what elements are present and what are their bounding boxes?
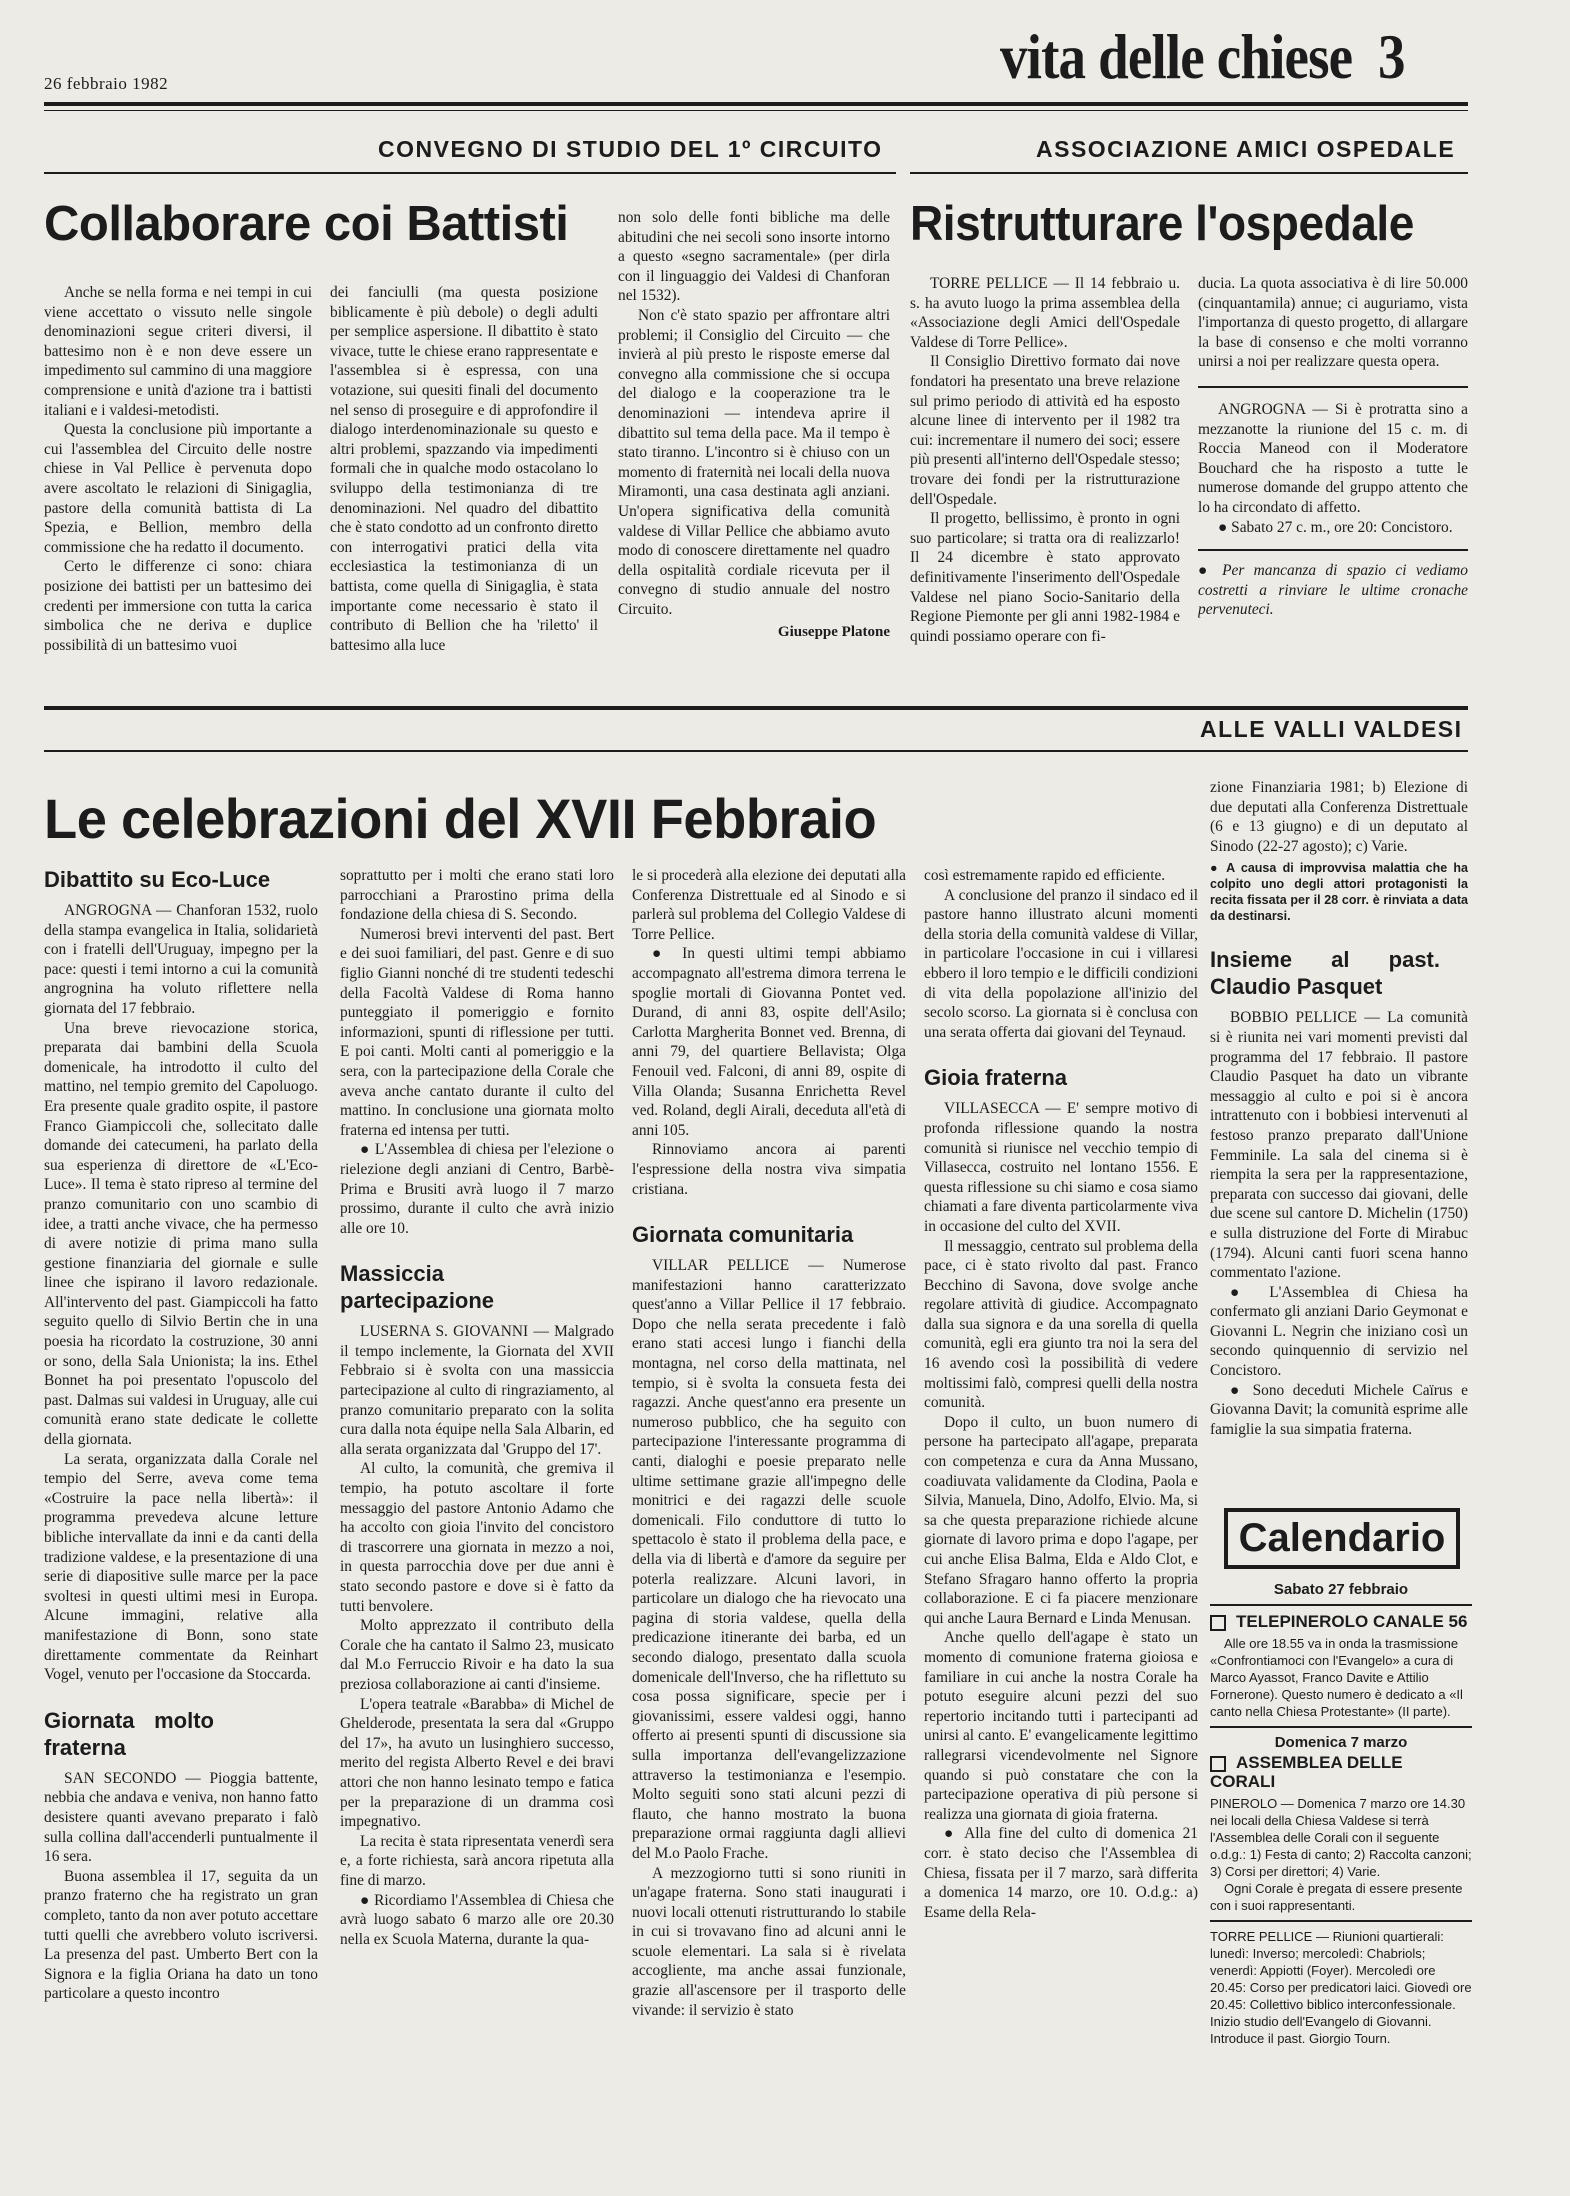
paragraph: le si procederà alla elezione dei deputati alla Conferenza Distrettuale ed al Sinodo e si parlerà sul problema del Collegio Valdese di Torre Pellice. bbox=[632, 867, 906, 943]
paragraph: soprattutto per i molti che erano stati loro parrocchiani a Prarostino prima della fondazione della chiesa di S. Secondo. bbox=[340, 867, 614, 924]
paragraph: ● L'Assemblea di Chiesa ha confermato gli anziani Dario Geymonat e Giovanni L. Negrin che iniziano così un secondo quinquennio di servizio nel Concistoro. bbox=[1210, 1283, 1468, 1380]
article-battisti-col1 bbox=[44, 283, 312, 683]
article-col5 bbox=[1210, 778, 1468, 1498]
tv-title: TELEPINEROLO CANALE 56 bbox=[1236, 1612, 1468, 1631]
paragraph: Non c'è stato spazio per affrontare altri problemi; il Consiglio del Circuito — che invierà al più presto le risposte emerse dal convegno alla commissione che si occupa del dialogo e la cooperazione tra le denominazioni — intendeva aprire il dibattito sul tema della pace. Ma il tempo è stato tiranno. L'incontro si è chiuso con un momento di fraternità nei locali della nuova Miramonti, una casa destinata agli anziani. Un'opera significativa della comunità valdese di Villar Pellice che abbiamo avuto modo di conoscere direttamente nel quadro della ospitalità cordiale ricevuta per il convegno di studio annuale del nostro Circuito. bbox=[618, 306, 890, 618]
paragraph: SAN SECONDO — Pioggia battente, nebbia che andava e veniva, non hanno fatto desistere quanti avevano preparato i falò sulla collina dall'accenderli puntualmente il 16 sera. bbox=[44, 1769, 318, 1866]
divider bbox=[1210, 1604, 1472, 1606]
sabato-concistoro: Sabato 27 c. m., ore 20: Concistoro. bbox=[1231, 518, 1453, 536]
paragraph: ● L'Assemblea di chiesa per l'elezione o rielezione degli anziani di Centro, Barbè-Prima e Brusiti avrà luogo il 7 marzo prossimo, durante il culto che avrà inizio alle ore 10. bbox=[340, 1141, 614, 1237]
article-ospedale-col1 bbox=[910, 274, 1180, 682]
paragraph: L'opera teatrale «Barabba» di Michel de Ghelderode, presentata la sera dal «Gruppo del 17», ha avuto un lusinghiero successo, merito del regista Alberto Revel e dei bravi attori che non hanno lesinato tempo e fatica per la preparazione di un dramma così impegnativo. bbox=[340, 1695, 614, 1831]
paragraph: Molto apprezzato il contributo della Corale che ha cantato il Salmo 23, musicato dal M.o Ferruccio Rivoir e ha dato la sua preziosa collaborazione ai canti d'insieme. bbox=[340, 1617, 614, 1693]
calendar-title: Calendario bbox=[1224, 1508, 1460, 1569]
paragraph-text: Alla fine del culto di domenica 21 corr. è stato deciso che l'Assemblea di Chiesa, fissata per il 7 marzo, sarà differita a domenica 14 marzo, ore 10. O.d.g.: a) Esame della Rela- bbox=[924, 1825, 1198, 1921]
article-col1 bbox=[44, 866, 318, 2176]
paragraph-text: Sono deceduti Michele Caïrus e Giovanna Davit; la comunità esprime alle famiglie la sua simpatia fraterna. bbox=[1210, 1381, 1468, 1438]
paragraph: ANGROGNA — Si è protratta sino a mezzanotte la riunione del 15 c. m. di Roccia Maneod con il Moderatore Bouchard che ha risposto a tutte le numerose domande del gruppo attento che lo ha circondato di affetto. bbox=[1198, 400, 1468, 516]
subhead-giornata-fraterna: Giornata molto fraterna bbox=[44, 1707, 214, 1760]
paragraph: VILLASECCA — E' sempre motivo di profonda riflessione quando la nostra comunità si riunisce nel vecchio tempio di Villasecca, costruito nel lontano 1556. E questa riflessione su chi siamo e cosa siamo chiamati a fare diventa particolarmente viva in occasione del culto del XVII. bbox=[924, 1100, 1198, 1235]
paragraph: Questa la conclusione più importante a cui l'assemblea del Circuito delle nostre chiese in Val Pellice è pervenuta dopo avere ascoltato le relazioni di Sinigaglia, pastore della comunità battista di La Spezia, e Bellion, membro della commissione che ha redatto il documento. bbox=[44, 421, 312, 556]
paragraph: Il progetto, bellissimo, è pronto in ogni suo particolare; si tratta ora di realizzarlo! Il 24 dicembre è stato approvato definitivamente l'inserimento dell'Ospedale Valdese nel piano Socio-Sanitario della Regione Piemonte per gli anni 1982-1984 e quindi possiamo operare con fi- bbox=[910, 510, 1180, 645]
paragraph: La serata, organizzata dalla Corale nel tempio del Serre, aveva come tema «Costruire la pace nella libertà»: il programma prevedeva alcune letture bibliche intervallate da inni e da canti della tradizione valdese, e la presentazione di una serie di diapositive sulle marce per la pace svoltesi in questi ultimi mesi in Europa. Alcune immagini, relative alla manifestazione di Bonn, sono state direttamente commentate da Reinhart Vogel, venuto per l'occasione da Stoccarda. bbox=[44, 1450, 318, 1684]
paragraph: TORRE PELLICE — Il 14 febbraio u. s. ha avuto luogo la prima assemblea della «Associazione degli Amici dell'Ospedale Valdese di Torre Pellice». bbox=[910, 275, 1180, 351]
article-col4 bbox=[924, 866, 1198, 2176]
section-name: vita delle chiese bbox=[1000, 21, 1353, 92]
paragraph: A conclusione del pranzo il sindaco ed il pastore hanno illustrato alcuni momenti della storia della comunità valdese di Villar, in particolare l'occasione in cui i villaresi ebbero il loro tempio e le difficili condizioni di vita della popolazione all'inizio del secolo scorso. La giornata si è conclusa con una serata offerta dai giovani del Teynaud. bbox=[924, 886, 1198, 1041]
calendar-block bbox=[1210, 1500, 1472, 2180]
paragraph: ● Ricordiamo l'Assemblea di Chiesa che avrà luogo sabato 6 marzo alle ore 20.30 nella ex Scuola Materna, durante la qua- bbox=[340, 1891, 614, 1948]
article-ospedale-col2 bbox=[1198, 274, 1468, 682]
kicker-rule-left bbox=[44, 172, 896, 174]
paragraph: Il Consiglio Direttivo formato dai nove fondatori ha presentato una breve relazione sul primo periodo di attività ed ha esposto alcune linee di intervento per il 1982 tra cui: incrementare il numero dei soci; essere più presenti all'interno dell'Ospedale stesso; trovare dei fondi per la ristrutturazione dell'Ospedale. bbox=[910, 353, 1180, 508]
paragraph: A mezzogiorno tutti si sono riuniti in un'agape fraterna. Sono stati inaugurati i nuovi locali ottenuti ristrutturando lo stabile in cui si trovavano fino ad alcuni anni le scuole elementari. La sala si è rivelata accogliente, ma anche assai funzionale, grazie all'ascensore per il trasporto delle vivande: il servizio è stato bbox=[632, 1864, 906, 2019]
divider bbox=[1198, 549, 1468, 551]
paragraph: ● In questi ultimi tempi abbiamo accompagnato all'estrema dimora terrena le spoglie mortali di Giovanna Pontet ved. Durand, di anni 83, ospite dell'Asilo; Carlotta Margherita Bonnet ved. Brenna, di anni 79, del quartiere Bellavista; Olga Fenouil ved. Falconi, di anni 89, ospite di Villa Olanda; Susanna Enrichetta Revel ved. Roland, degli Airali, deceduta all'età di anni 105. bbox=[632, 945, 906, 1139]
paragraph: Numerosi brevi interventi del past. Bert e dei suoi familiari, del past. Genre e di suo figlio Gianni nonché di tre studenti tedeschi della Facoltà Valdese di Roma hanno punteggiato il pomeriggio e fornito informazioni, spunti di riflessione per tutti. E poi canti. Molti canti al pomeriggio e la sera, con la partecipazione della Corale che aveva anche cantato durante il culto del mattino. In conclusione una giornata molto fraterna ed intensa per tutti. bbox=[340, 925, 614, 1139]
paragraph: LUSERNA S. GIOVANNI — Malgrado il tempo inclemente, la Giornata del XVII Febbraio si è svolta con una massiccia partecipazione al culto di ringraziamento, al pranzo comunitario preparato con la solita cura dalla nota équipe nella Sala Albarin, ed alla serata organizzata dal 'Gruppo del 17'. bbox=[340, 1323, 614, 1458]
corali-title: ASSEMBLEA DELLE CORALI bbox=[1210, 1753, 1403, 1791]
paragraph: La recita è stata ripresentata venerdì sera e, a forte richiesta, sarà ancora ripetuta alla fine di marzo. bbox=[340, 1832, 614, 1889]
checkbox-icon bbox=[1210, 1615, 1226, 1631]
calendar-day-domenica: Domenica 7 marzo bbox=[1274, 1734, 1408, 1751]
checkbox-icon bbox=[1210, 1756, 1226, 1772]
paragraph: ● Alla fine del culto di domenica 21 corr. è stato deciso che l'Assemblea di Chiesa, fissata per il 7 marzo, sarà differita a domenica 14 marzo, ore 10. O.d.g.: a) Esame della Rela- bbox=[924, 1825, 1198, 1921]
subhead-gioia: Gioia fraterna bbox=[924, 1065, 1068, 1091]
paragraph: Al culto, la comunità, che gremiva il tempio, ha potuto ascoltare il forte messaggio del pastore Antonio Adamo che ha accolto con gioia l'invito del concistoro di trascorrere una giornata in mezzo a noi, in questa parrocchia dove per due anni è stato secondo pastore e dove si è fatto da tutti benvolere. bbox=[340, 1460, 614, 1615]
corali-text: PINEROLO — Domenica 7 marzo ore 14.30 nei locali della Chiesa Valdese si terrà l'Assemblea delle Corali con il seguente o.d.g.: 1) Festa di canto; 2) Raccolta canzoni; 3) Corsi per direttori; 4) Varie. bbox=[1210, 1796, 1472, 1879]
paragraph: VILLAR PELLICE — Numerose manifestazioni hanno caratterizzato quest'anno a Villar Pellice il 17 febbraio. Dopo che nella serata precedente i falò erano stati accesi lungo i fianchi della montagna, nel corso della mattinata, nel tempio, si è svolta la consueta festa dei ragazzi. Anche quest'anno era presente un numeroso pubblico, che ha seguito con partecipazione l'interessante programma di canti, dialoghi e poesie preparato nelle ultime settimane grazie all'impegno delle monitrici e dei ragazzi delle scuole domenicali. Filo conduttore di tutto lo spettacolo è stato il problema della pace, e della via di libertà e d'amore da seguire per poterla realizzare. Alcuni lavori, in particolare un dialogo che ha rievocato una pagina di storia valdese, quella della predicazione itinerante dei barba, ed un secondo dialogo, presentato dalla scuola domenicale dell'Inverso, che ha riflettuto su cosa possa significare, specie per i giovanissimi, essere valdesi oggi, hanno offerto ai presenti spunti di discussione sia sulla importanza dell'evangelizzazione attraverso la testimonianza e l'esempio. Molto seguiti sono stati alcuni pezzi di flauto, che hanno mostrato la buona preparazione ormai raggiunta dagli allievi del M.o Paolo Frache. bbox=[632, 1257, 906, 1862]
paragraph: Certo le differenze ci sono: chiara posizione dei battisti per un battesimo dei credenti per immersione con tutta la carica simbolica che ne deriva e duplice possibilità di un battesimo vuoi bbox=[44, 558, 312, 654]
signature: Giuseppe Platone bbox=[777, 624, 890, 641]
subhead-massiccia: Massiccia partecipazione bbox=[340, 1261, 495, 1314]
paragraph-text: L'Assemblea di Chiesa ha confermato gli anziani Dario Geymonat e Giovanni L. Negrin che iniziano così un secondo quinquennio di servizio nel Concistoro. bbox=[1210, 1283, 1468, 1380]
paragraph: così estremamente rapido ed efficiente. bbox=[924, 867, 1166, 884]
divider bbox=[1210, 1726, 1472, 1728]
paragraph: Dopo il culto, un buon numero di persone ha partecipato all'agape, preparata con competenza e cura da Anna Mussano, coadiuvata validamente da Clodina, Paola e Silvia, Manuela, Dino, Adolfo, Elvio. Ma, si sa che questa preparazione richiede alcune giornate di lavoro prima e dopo l'agape, per cui anche Elisa Balma, Elda e Aldo Clot, e Stefano Sfragaro hanno offerto la propria collaborazione. E ci fa piacere menzionare qui anche Laura Bernard e Linda Menusan. bbox=[924, 1413, 1198, 1627]
article-battisti-col3 bbox=[618, 208, 890, 678]
paragraph: Il messaggio, centrato sul problema della pace, ci è stato rivolto dal past. Franco Becchino di Savona, dove svolge anche regolare attività di giudice. Accompagnato dalla sua signora e da una sorella di quella comunità, egli era giunto tra noi la sera del 16 avendo così la possibilità di vedere moltissimi falò, compresi quelli della nostra comunità. bbox=[924, 1237, 1198, 1412]
corali-text-2: Ogni Corale è pregata di essere presente con i suoi rappresentanti. bbox=[1210, 1881, 1463, 1913]
note-text: Per mancanza di spazio ci vediamo costretti a rinviare le ultime cronache pervenuteci. bbox=[1198, 562, 1468, 619]
page-number: 3 bbox=[1378, 21, 1405, 92]
tv-heading bbox=[1210, 1612, 1472, 1631]
illness-note: ● A causa di improvvisa malattia che ha colpito uno degli attori protagonisti la recita fissata per il 28 corr. è rinviata a data da destinarsi. bbox=[1210, 861, 1468, 924]
paragraph: non solo delle fonti bibliche ma delle abitudini che nei secoli sono insorte intorno a questo «segno sacramentale» (per dirla con il linguaggio dei Valdesi di Chanforan nel 1532). bbox=[618, 209, 890, 305]
paragraph-text: In questi ultimi tempi abbiamo accompagnato all'estrema dimora terrena le spoglie mortali di Giovanna Pontet ved. Durand, di anni 83, ospite dell'Asilo; Carlotta Margherita Bonnet ved. Brenna, di anni 79, del quartiere Bellavista; Olga Fenouil ved. Falconi, di anni 89, ospite di Villa Olanda; Susanna Enrichetta Revel ved. Roland, degli Airali, deceduta all'età di anni 105. bbox=[632, 945, 906, 1139]
corali-heading bbox=[1210, 1753, 1472, 1791]
article-col3 bbox=[632, 866, 906, 2176]
kicker-valli: ALLE VALLI VALDESI bbox=[1200, 716, 1463, 742]
header-rule-thin bbox=[44, 110, 1468, 111]
kicker-rule-bottom bbox=[44, 750, 1468, 752]
article-battisti-col2 bbox=[330, 283, 598, 683]
article-col2 bbox=[340, 866, 614, 2176]
kicker-rule-right bbox=[910, 172, 1468, 174]
illness-note-text: A causa di improvvisa malattia che ha colpito uno degli attori protagonisti la recita fissata per il 28 corr. è rinviata a data da destinarsi. bbox=[1210, 861, 1468, 924]
section-rule bbox=[44, 706, 1468, 710]
paragraph-text: L'Assemblea di chiesa per l'elezione o rielezione degli anziani di Centro, Barbè-Prima e Brusiti avrà luogo il 7 marzo prossimo, durante il culto che avrà inizio alle ore 10. bbox=[340, 1141, 614, 1237]
paragraph: Buona assemblea il 17, seguita da un pranzo fraterno che ha registrato un gran completo, tanto da non aver potuto accettare tutti quelli che avrebbero voluto iscriversi. La presenza del past. Umberto Bert con la Signora e la figlia Oriana ha dato un tono particolare a questo incontro bbox=[44, 1867, 318, 2003]
tv-text: Alle ore 18.55 va in onda la trasmissione «Confrontiamoci con l'Evangelo» a cura di Marco Ayassot, Franco Davite e Attilio Fornerone). Questo numero è dedicato a «Il canto nella Chiesa Protestante» (II parte). bbox=[1210, 1636, 1463, 1719]
divider bbox=[1210, 1920, 1472, 1922]
paragraph: ● Sono deceduti Michele Caïrus e Giovanna Davit; la comunità esprime alle famiglie la sua simpatia fraterna. bbox=[1210, 1381, 1468, 1438]
paragraph-text: Ricordiamo l'Assemblea di Chiesa che avrà luogo sabato 6 marzo alle ore 20.30 nella ex Scuola Materna, durante la qua- bbox=[340, 1891, 614, 1948]
subhead-pasquet: Insieme al past. Claudio Pasquet bbox=[1210, 947, 1440, 1000]
paragraph: zione Finanziaria 1981; b) Elezione di due deputati alla Conferenza Distrettuale (6 e 13 giugno) e di un deputato al Sinodo (22-27 agosto); c) Varie. bbox=[1210, 779, 1468, 855]
kicker-convegno: CONVEGNO DI STUDIO DEL 1º CIRCUITO bbox=[378, 136, 883, 162]
section-title bbox=[1000, 20, 1405, 94]
paragraph: Anche se nella forma e nei tempi in cui viene accettato o vissuto nelle singole denominazioni segue criteri diversi, il battesimo non è e non deve essere un impedimento sul cammino di una maggiore comprensione e unità d'azione tra i battisti italiani e i valdesi-metodisti. bbox=[44, 284, 312, 419]
paragraph: ANGROGNA — Chanforan 1532, ruolo della stampa evangelica in Italia, solidarietà con i fratelli dell'Uruguay, impegno per la pace: questi i temi intorno a cui la comunità angrognina ha voluto riflettere nella giornata del 17 febbraio. bbox=[44, 902, 318, 1017]
header-rule bbox=[44, 102, 1468, 106]
calendar-day-sabato: Sabato 27 febbraio bbox=[1273, 1581, 1409, 1598]
kicker-ospedale: ASSOCIAZIONE AMICI OSPEDALE bbox=[1036, 136, 1456, 162]
paragraph: ● Sabato 27 c. m., ore 20: Concistoro. bbox=[1218, 518, 1453, 536]
paragraph: ducia. La quota associativa è di lire 50.000 (cinquantamila) annue; ci auguriamo, vista l'importanza di questo progetto, di allargare la base di consenso e che molti vorranno unirsi a noi per realizzare questa opera. bbox=[1198, 275, 1468, 371]
paragraph: BOBBIO PELLICE — La comunità si è riunita nei vari momenti previsti dal programma del 17 febbraio. Il pastore Claudio Pasquet ha dato un vibrante messaggio al culto e poi si è ancora intrattenuto con i bobbiesi intervenuti al festoso pranzo preparato dall'Unione Femminile. La sala del cinema si è riempita la sera per la rappresentazione, preparata con successo dai giovani, delle due scene sul cantore D. Michelin (1750) e sulla distruzione del Forte di Mirabuc (1794). Alcuni canti fuori scena hanno commentato l'azione. bbox=[1210, 1009, 1468, 1282]
headline-celebrazioni: Le celebrazioni del XVII Febbraio bbox=[44, 787, 877, 850]
paragraph: Anche quello dell'agape è stato un momento di comunione fraterna gioiosa e familiare in cui anche la nostra Corale ha potuto eseguire alcuni pezzi del suo repertorio incitando tutti i partecipanti ad unirsi al canto. E' evangelicamente legittimo rallegrarsi vicendevolmente nel Signore quando si può constatare che con la partecipazione operativa di più persone si realizza una giornata di gioia fraterna. bbox=[924, 1629, 1198, 1823]
issue-date: 26 febbraio 1982 bbox=[44, 74, 169, 93]
torre-text: TORRE PELLICE — Riunioni quartierali: lunedì: Inverso; mercoledì: Chabriols; venerdì: Appiotti (Foyer). Mercoledì ore 20.45: Corso per predicatori laici. Giovedì ore 20.45: Collettivo biblico interconfessionale. Inizio studio dell'Evangelo di Giovanni. Introduce il past. Giorgio Tourn. bbox=[1210, 1929, 1472, 2046]
subhead-eco-luce: Dibattito su Eco-Luce bbox=[44, 867, 271, 892]
headline-battisti: Collaborare coi Battisti bbox=[44, 197, 569, 251]
subhead-comunitaria: Giornata comunitaria bbox=[632, 1222, 854, 1248]
paragraph: Una breve rievocazione storica, preparata dai bambini della Scuola domenicale, ha introdotto il culto del mattino, nel tempio gremito del Capoluogo. Era presente quale gradito ospite, il pastore Franco Giampiccoli che, sollecitato dalle domande dei catecumeni, ha parlato della sua esperienza di direttore de «L'Eco-Luce». Il tema è stato ripreso al termine del pranzo comunitario con uno scambio di idee, a tratti anche vivace, che ha permesso di avere notizie di prima mano sulla gestione finanziaria del giornale e sulle linee che ispirano il lavoro redazionale. All'intervento del past. Giampiccoli ha fatto seguito quello di Silvio Bertin che in una poesia ha ricordato la costruzione, 30 anni or sono, della Sala Unionista; la ins. Ethel Bonnet ha poi presentato l'opuscolo del past. Dalmas sui valdesi in Uruguay, alle cui comunità erano state dedicate le collette della giornata. bbox=[44, 1019, 318, 1449]
divider bbox=[1198, 386, 1468, 388]
paragraph: dei fanciulli (ma questa posizione biblicamente è più debole) o degli adulti per semplice aspersione. Il dibattito è stato vivace, tutte le chiese erano rappresentate e l'assemblea si è espressa, con una votazione, sui quesiti finali del documento nel senso di proseguire e di approfondire il dialogo interdenominazionale su questo e altri problemi, spazzando via impedimenti formali che in qualche modo ostacolano lo sviluppo della testimonianza di tre denominazioni. Nel quadro del dibattito che è stato condotto ad un confronto diretto con interrogativi pratici della vita ecclesiastica la testimonianza di un battista, come quella di Sinigaglia, è stata importante come necessario è stato il contributo di Bellion che ha 'riletto' il battesimo alla luce bbox=[330, 284, 598, 654]
paragraph: Rinnoviamo ancora ai parenti l'espressione della nostra viva simpatia cristiana. bbox=[632, 1141, 906, 1198]
headline-ospedale: Ristrutturare l'ospedale bbox=[910, 197, 1414, 251]
note: ● Per mancanza di spazio ci vediamo costretti a rinviare le ultime cronache pervenuteci. bbox=[1198, 562, 1468, 619]
